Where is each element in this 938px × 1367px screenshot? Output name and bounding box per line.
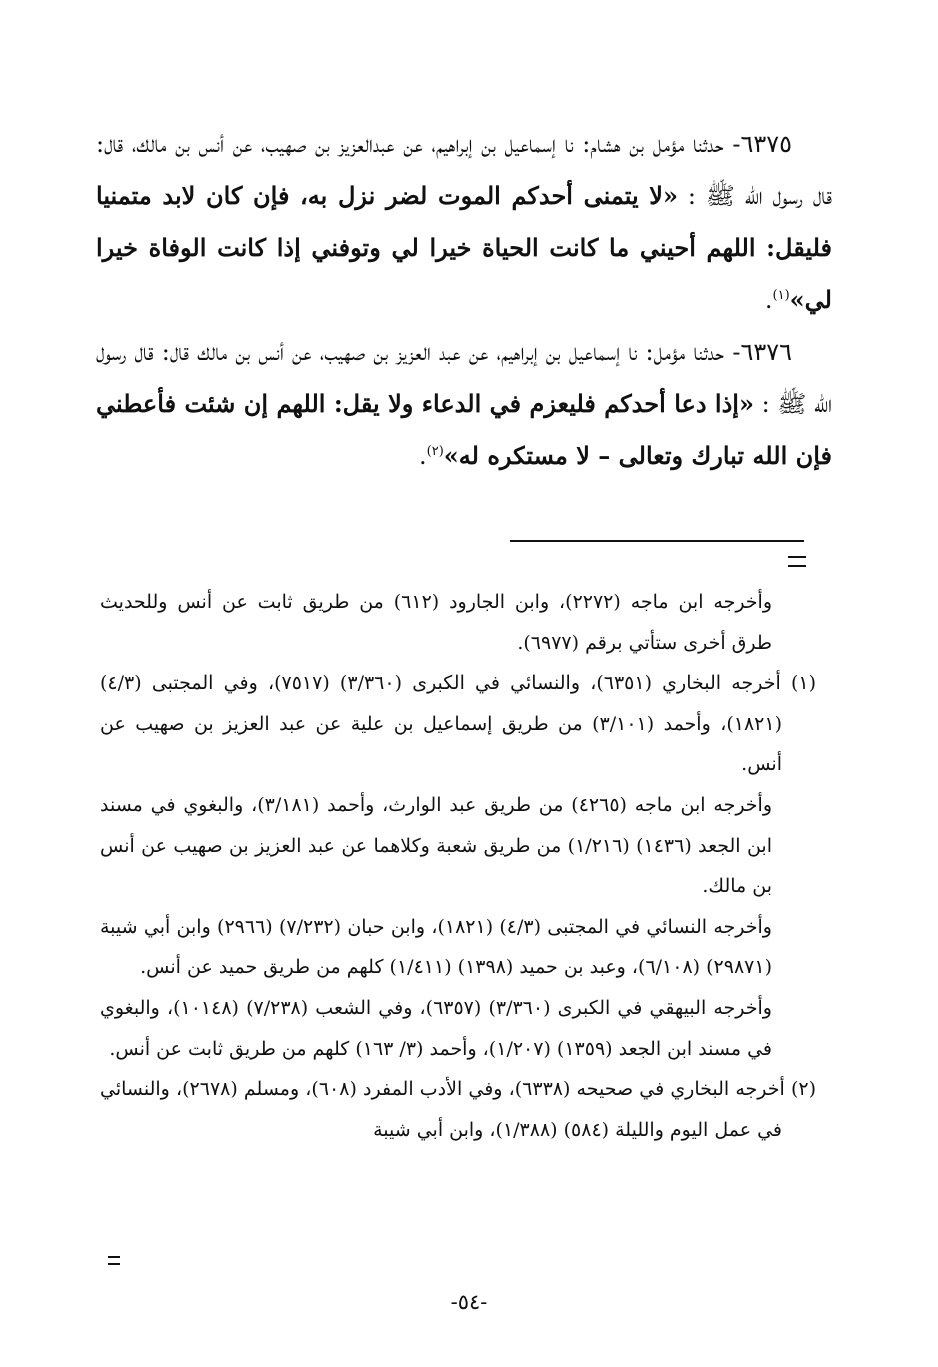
hadith-matn: «لا يتمنى أحدكم الموت لضر نزل به، فإن كان لابد متمنيا فليقل: اللهم أحيني ما كانت الحياة خيرا لي وتوفني إذا كانت الوفاة خيرا لي»	[96, 181, 832, 314]
hadith-end: .	[419, 442, 427, 470]
continuation-mark	[108, 1256, 120, 1265]
footnote-separator	[510, 540, 804, 542]
footnote-1-paragraph: وأخرجه ابن ماجه (٤٢٦٥) من طريق عبد الوارث، وأحمد (٣/١٨١)، والبغوي في مسند ابن الجعد (١٤٣٦) (١/٢١٦) من طريق شعبة وكلاهما عن عبد العزيز بن صهيب عن أنس بن مالك.	[100, 793, 773, 898]
page-number: -٥٤-	[450, 1290, 488, 1314]
footnote-ref: (٢)	[426, 444, 444, 459]
continuation-mark	[788, 556, 806, 567]
hadith-end: .	[764, 286, 773, 314]
hadith-isnad: ٦٣٧٥- حدثنا مؤمل بن هشام: نا إسماعيل بن إبراهيم، عن عبدالعزيز بن صهيب، عن أنس بن مالك، قال: قال رسول الله ﷺ :	[96, 130, 832, 210]
footnotes	[100, 582, 816, 1150]
footnote-continuation: وأخرجه ابن ماجه (٢٢٧٢)، وابن الجارود (٦١٢) من طريق ثابت عن أنس وللحديث طرق أخرى ستأتي برقم (٦٩٧٧).	[100, 591, 773, 654]
hadith-isnad: ٦٣٧٦- حدثنا مؤمل: نا إسماعيل بن إبراهيم، عن عبد العزيز بن صهيب، عن أنس بن مالك قال: قال رسول الله ﷺ :	[96, 338, 832, 418]
footnote-2-text: أخرجه البخاري في صحيحه (٦٣٣٨)، وفي الأدب المفرد (٦٠٨)، ومسلم (٢٦٧٨)، والنسائي في عمل اليوم والليلة (٥٨٤) (١/٣٨٨)، وابن أبي شيبة	[100, 1078, 785, 1141]
footnote-2-marker: (٢)	[790, 1078, 816, 1101]
footnote-1-paragraph: وأخرجه النسائي في المجتبى (٤/٣) (١٨٢١)، وابن حبان (٧/٢٣٢) (٢٩٦٦) وابن أبي شيبة (٢٩٨٧١) (٦/١٠٨)، وعبد بن حميد (١٣٩٨) (١/٤١١) كلهم من طريق حميد عن أنس.	[100, 915, 772, 979]
footnote-1-text: أخرجه البخاري (٦٣٥١)، والنسائي في الكبرى (٣/٣٦٠) (٧٥١٧)، وفي المجتبى (٤/٣) (١٨٢١)، وأحمد (٣/١٠١) من طريق إسماعيل بن علية عن عبد العزيز بن صهيب عن أنس.	[100, 672, 782, 776]
main-text	[96, 118, 832, 482]
hadith-6375	[96, 118, 832, 326]
footnote-1-marker: (١)	[790, 672, 816, 695]
hadith-6376	[96, 326, 832, 482]
footnote-1-paragraph: وأخرجه البيهقي في الكبرى (٣/٣٦٠) (٦٣٥٧)، وفي الشعب (٧/٢٣٨) (١٠١٤٨)، والبغوي في مسند ابن الجعد (١٣٥٩) (١/٢٠٧)، وأحمد (٣/ ١٦٣) كلهم من طريق ثابت عن أنس.	[100, 996, 772, 1060]
hadith-matn: «إذا دعا أحدكم فليعزم في الدعاء ولا يقل: اللهم إن شئت فأعطني فإن الله تبارك وتعالى – لا مستكره له»	[96, 389, 832, 470]
footnote-ref: (١)	[772, 288, 790, 303]
footnote-2	[100, 1069, 816, 1150]
footnote-1	[100, 663, 816, 785]
